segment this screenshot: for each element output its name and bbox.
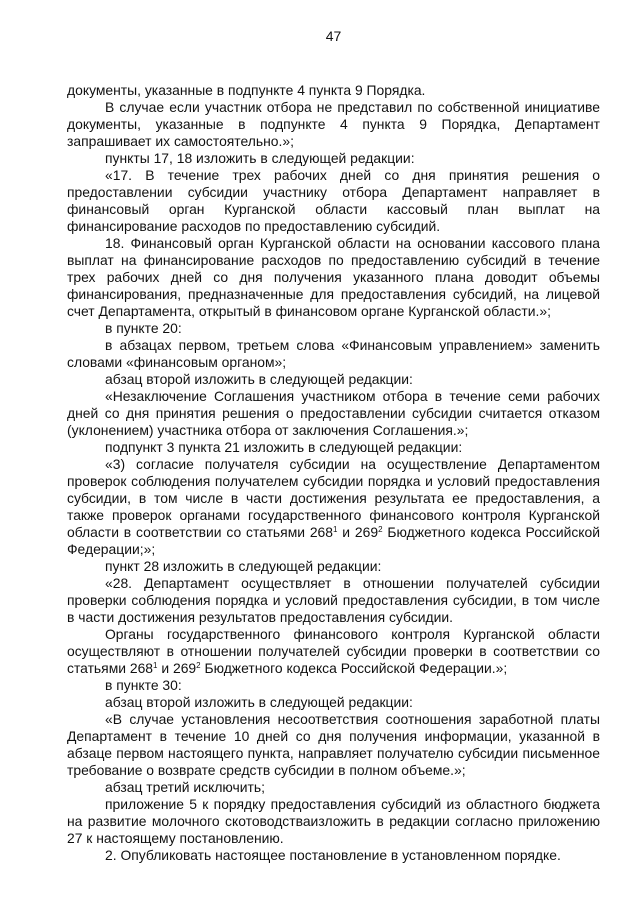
paragraph: «В случае установления несоответствия соотношения заработной платы Департамент в течение 10 дней со дня получения информации, указанной в абзаце первом настоящего пункта, направляет получателю субсидии письменное требование о возврате средств субсидии в полном объеме.»;	[67, 711, 600, 778]
paragraph: абзац второй изложить в следующей редакции:	[105, 694, 413, 710]
article-superscript: 2	[196, 661, 201, 670]
paragraph: в абзацах первом, третьем слова «Финансовым управлением» заменить словами «финансовым органом»;	[67, 337, 600, 370]
paragraph: 2. Опубликовать настоящее постановление в установленном порядке.	[105, 847, 561, 863]
paragraph: документы, указанные в подпункте 4 пункта 9 Порядка.	[67, 82, 426, 98]
paragraph: «Незаключение Соглашения участником отбора в течение семи рабочих дней со дня принятия решения о предоставлении субсидии считается отказом (уклонением) участника отбора от заключения Соглашения.»;	[67, 388, 600, 438]
article-superscript: 2	[378, 525, 383, 534]
paragraph: абзац третий исключить;	[105, 779, 265, 795]
paragraph: 18. Финансовый орган Курганской области на основании кассового плана выплат на финансирование расходов по предоставлению субсидий в течение трех рабочих дней со дня получения указанного плана доводит объемы финансирования, предназначенные для предоставления субсидий, на лицевой счет Департамента, открытый в финансовом органе Курганской области.»;	[67, 235, 600, 319]
article-superscript: 1	[333, 525, 338, 534]
paragraph: пункт 28 изложить в следующей редакции:	[105, 558, 382, 574]
paragraph: «3) согласие получателя субсидии на осуществление Департаментом проверок соблюдения получателем субсидии порядка и условий предоставления субсидии, в том числе в части достижения результата ее предоставления, а также проверок органами государственного финансового контроля Курганской области в соответствии со статьями $268^1$ и $269^2$ Бюджетного кодекса Российской Федерации;»;	[67, 456, 601, 557]
paragraph: в пункте 20:	[105, 320, 182, 336]
page-number: 47	[325, 28, 342, 44]
paragraph: в пункте 30:	[105, 677, 182, 693]
paragraph: подпункт 3 пункта 21 изложить в следующей редакции:	[105, 439, 463, 455]
paragraph: В случае если участник отбора не представил по собственной инициативе документы, указанные в подпункте 4 пункта 9 Порядка, Департамент запрашивает их самостоятельно.»;	[67, 99, 600, 149]
document-body	[67, 82, 600, 864]
paragraph: «28. Департамент осуществляет в отношении получателей субсидии проверки соблюдения порядка и условий предоставления субсидии, в том числе в части достижения результатов предоставления субсидии.	[67, 575, 600, 625]
article-superscript: 1	[153, 661, 158, 670]
paragraph: приложение 5 к порядку предоставления субсидий из областного бюджета на развитие молочного скотоводстваизложить в редакции согласно приложению 27 к настоящему постановлению.	[67, 796, 600, 846]
paragraph: Органы государственного финансового контроля Курганской области осуществляют в отношении получателей субсидии проверки в соответствии со статьями $268^1$ и $269^2$ Бюджетного кодекса Российской Федерации.»;	[67, 626, 600, 676]
paragraph: «17. В течение трех рабочих дней со дня принятия решения о предоставлении субсидии участнику отбора Департамент направляет в финансовый орган Курганской области кассовый план выплат на финансирование расходов по предоставлению субсидий.	[67, 167, 600, 234]
paragraph: пункты 17, 18 изложить в следующей редакции:	[105, 150, 415, 166]
paragraph: абзац второй изложить в следующей редакции:	[105, 371, 413, 387]
